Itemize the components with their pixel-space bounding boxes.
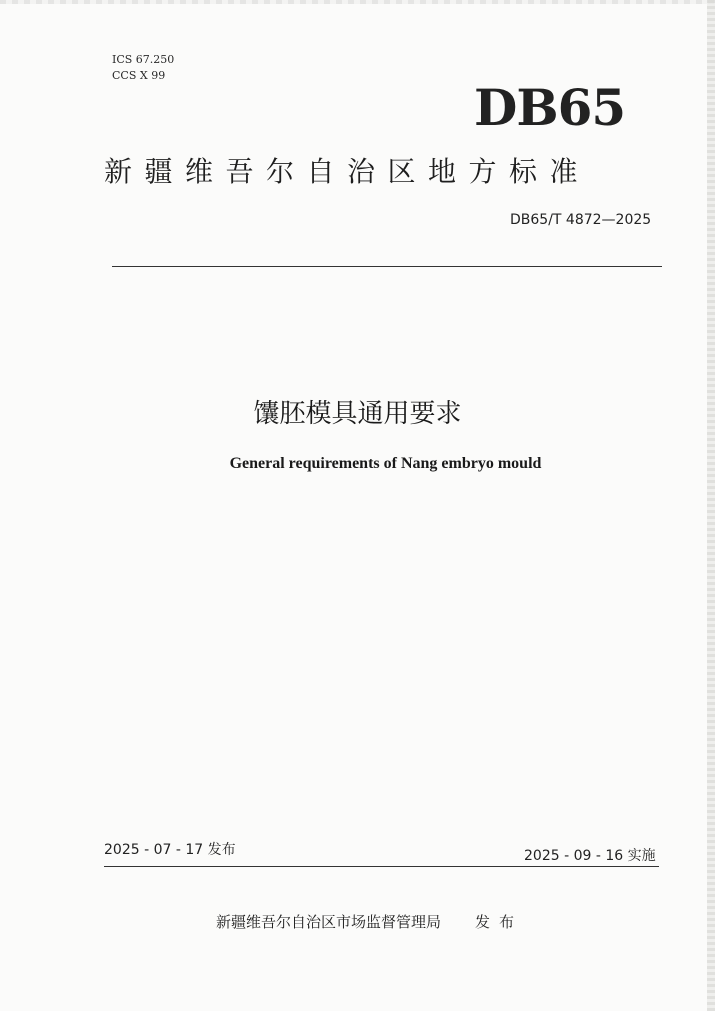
classification-codes <box>112 52 174 84</box>
title-english: General requirements of Nang embryo mould <box>229 455 542 472</box>
ccs-code: CCS X 99 <box>112 69 166 82</box>
standard-number: DB65/T 4872—2025 <box>510 212 652 228</box>
title-chinese: 馕胚模具通用要求 <box>253 399 462 429</box>
top-divider <box>112 266 662 267</box>
scan-edge-right <box>707 0 715 1011</box>
db65-logo: DB65 <box>474 78 626 137</box>
implementation-date: 2025 - 09 - 16 实施 <box>524 848 656 864</box>
publisher-name: 新疆维吾尔自治区市场监督管理局 <box>216 913 442 931</box>
org-title: 新疆维吾尔自治区地方标准 <box>104 155 591 188</box>
release-date: 2025 - 07 - 17 发布 <box>104 842 236 858</box>
ics-code: ICS 67.250 <box>112 53 175 66</box>
issue-label: 发布 <box>475 913 524 931</box>
publisher-line <box>216 911 523 932</box>
scan-edge-top <box>0 0 715 4</box>
bottom-divider <box>104 866 659 867</box>
